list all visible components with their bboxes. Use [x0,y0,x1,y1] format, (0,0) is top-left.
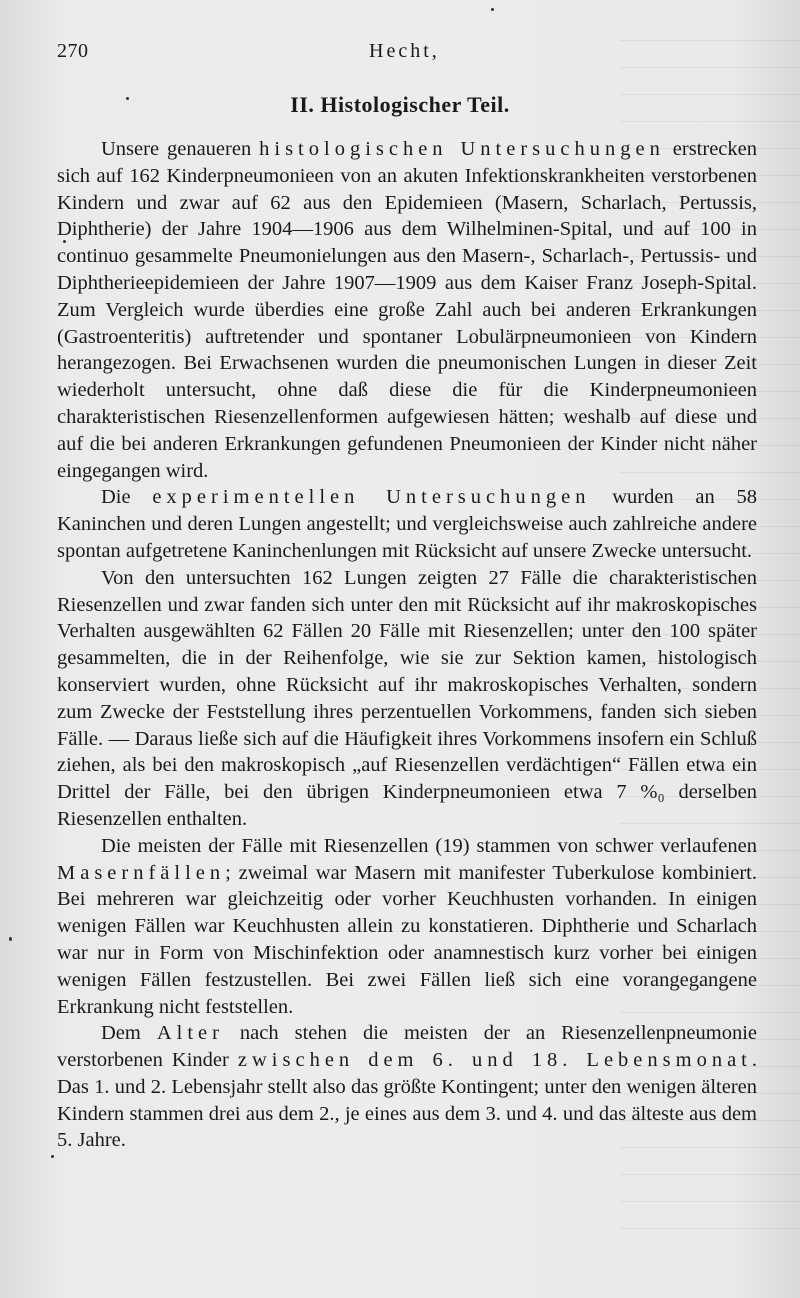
print-speck [491,8,494,11]
paragraph-1-text: Unsere genaueren [101,138,260,160]
paragraph-4-text: Die meisten der Fälle mit Riesenzellen (19) stammen von schwer verlaufenen [101,834,757,857]
print-speck [9,937,12,941]
paragraph-2-text: Die [101,486,153,509]
page-number: 270 [57,40,89,62]
paragraph-3-text: Von den untersuchten 162 Lungen zeigten 27 Fälle die charakteristischen Riesenzellen und zwar fanden sich unter den mit Rücksicht auf ihr makroskopisches Verhalten ausgewählten 62 Fällen 20 Fälle mit Riesenzellen; unter den 100 später gesammelten, die in der Reihenfolge, wie sie zur Sektion kamen, histologisch konserviert wurden, ohne Rücksicht auf ihr makroskopisches Verhalten, sondern zum Zwecke der Feststellung ihres perzentuellen Vorkommens, fanden sich sieben Fälle. — Daraus ließe sich auf die Häufigkeit ihres Vorkommens insofern ein Schluß ziehen, als bei den makroskopisch „auf Riesenzellen verdächtigen“ Fällen etwa ein Drittel der Fälle, bei den übrigen Kinderpneumonieen etwa 7 %₀ derselben Riesenzellen enthalten. [57,566,757,830]
page-header [57,40,757,70]
print-speck [51,1155,54,1158]
paragraph-1-text-cont: erstrecken sich auf 162 Kinderpneumonieen von an akuten Infektionskrankheiten verstorbenen Kindern und zwar auf 62 aus den Epidemieen (Masern, Scharlach, Pertussis, Diphtherie) der Jahre 1904—1906 aus dem Wilhelminen-Spital, und auf 100 in continuo gesammelte Pneumonielungen aus den Masern-, Scharlach-, Pertussis- und Diphtherieepidemieen der Jahre 1907—1909 aus dem Kaiser Franz Joseph-Spital. Zum Vergleich wurde überdies eine große Zahl auch bei anderen Erkrankungen (Gastroenteritis) auftretender und spontaner Lobulärpneumonieen von Kindern herangezogen. Bei Erwachsenen wurden die pneumonischen Lungen in dieser Zeit wiederholt untersucht, ohne daß diese die für die Kinderpneumonieen charakteristischen Riesenzellenformen aufgewiesen hätten; weshalb auf diese und auf die bei anderen Erkrankungen gefundenen Pneumonieen der Kinder nicht näher eingegangen wird. [57,138,757,482]
print-speck [63,240,66,243]
paragraph-5 [57,1020,757,1154]
paragraph-5-emphasis-2: zwischen dem 6. und 18. Lebensmonat [237,1049,752,1072]
paragraph-4 [57,833,757,1021]
paragraph-5-text-end: . Das 1. und 2. Lebensjahr stellt also das größte Kontingent; unter den wenigen älteren Kindern stammen drei aus dem 2., je eines aus dem 3. und 4. und das älteste aus dem 5. Jahre. [57,1049,757,1152]
paragraph-5-text-cont: nach stehen die meisten der an Riesenzellenpneumonie verstorbenen Kinder [57,1022,757,1072]
paragraph-5-emphasis: Alter [156,1022,224,1045]
section-title: II. Histologischer Teil. [290,92,510,117]
paragraph-1-emphasis: histologischen Untersuchungen [259,138,665,160]
body-text [57,136,757,1154]
print-speck [126,97,129,100]
running-head: Hecht, [369,40,440,62]
paragraph-4-emphasis: Masernfällen [57,861,226,884]
paragraph-1 [57,136,757,484]
paragraph-5-text: Dem [101,1022,157,1045]
paragraph-2-emphasis: experimentellen Untersuchungen [152,486,591,509]
paragraph-4-text-cont: ; zweimal war Masern mit manifester Tuberkulose kombiniert. Bei mehreren war gleichzeitig oder vorher Keuchhusten vorhanden. In einigen wenigen Fällen war Keuchhusten allein zu konstatieren. Diphtherie und Scharlach war nur in Form von Mischinfektion oder anamnestisch kurz vorher bei einigen wenigen Fällen festzustellen. Bei zwei Fällen ließ sich eine vorangegangene Erkrankung nicht feststellen. [57,861,757,1018]
paragraph-2 [57,484,757,564]
paragraph-2-text-cont: wurden an 58 Kaninchen und deren Lungen angestellt; und vergleichsweise auch zahlreiche andere spontan aufgetretene Kaninchenlungen mit Rücksicht auf unsere Zwecke untersucht. [57,486,757,562]
paragraph-3 [57,565,757,833]
